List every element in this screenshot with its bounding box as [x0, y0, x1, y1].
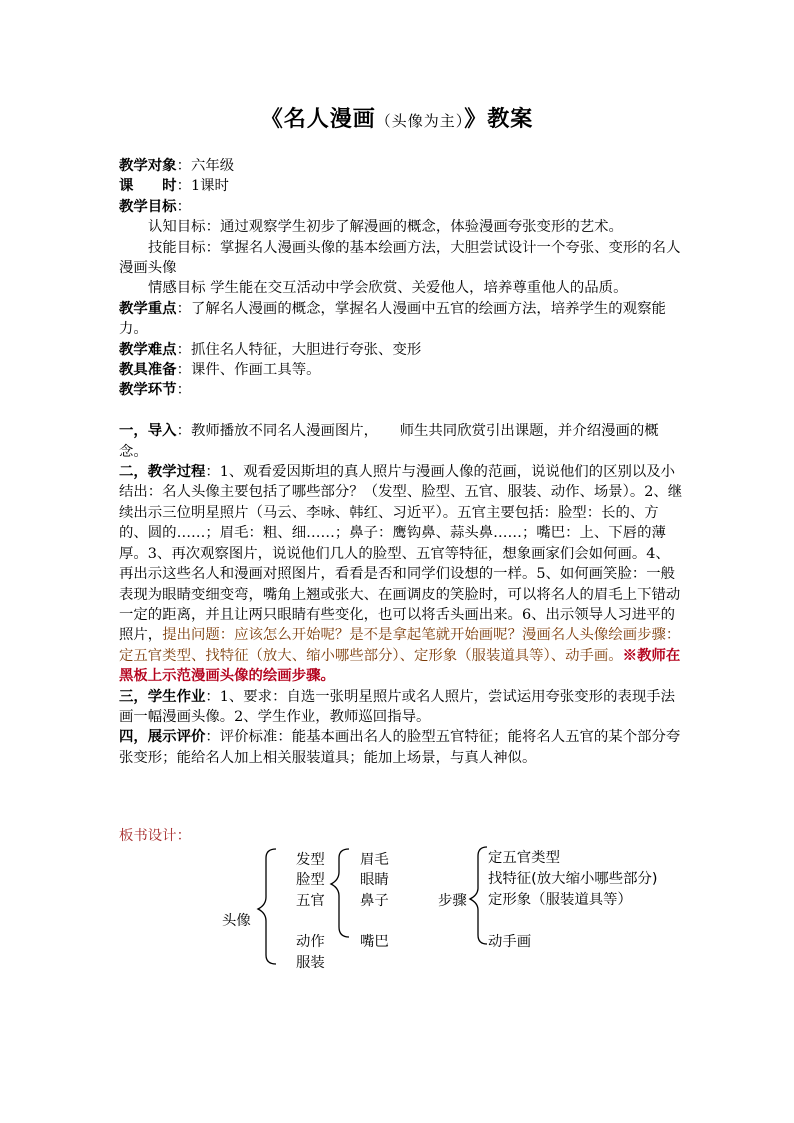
- section-process-note: ※教师在黑板上示范漫画头像的绘画步骤。: [119, 646, 681, 685]
- board-steps-label: 步骤: [438, 893, 467, 909]
- board-item: 动作: [296, 934, 325, 950]
- board-item: 脸型: [296, 872, 325, 888]
- board-step: 定形象（服装道具等）: [488, 892, 632, 908]
- section-homework-label: 三，学生作业: [119, 687, 206, 705]
- section-process-label: 二，教学过程: [119, 463, 206, 481]
- section-intro-label: 一，导入: [119, 422, 177, 440]
- key-points-value: ：了解名人漫画的概念，掌握名人漫画中五官的绘画方法，培养学生的观察能力。: [119, 300, 666, 338]
- board-step: 找特征(放大缩小哪些部分): [488, 871, 658, 887]
- board-step: 动手画: [488, 934, 532, 950]
- difficulty-label: 教学难点: [119, 340, 177, 358]
- section-homework-value: ：1、要求：自选一张明星照片或名人照片，尝试运用夸张变形的表现手法画一幅漫画头像。2、学生作业，教师巡回指导。: [119, 688, 676, 725]
- section-evaluation-label: 四，展示评价: [119, 728, 206, 746]
- meta-label: 教学目标: [119, 197, 177, 215]
- section-process-value: ：1、观看爱因斯坦的真人照片与漫画人像的范画，说说他们的区别以及小结出：名人头像主要包括了哪些部分？（发型、脸型、五官、服装、动作、场景）。2、继续出示三位明星照片（马云、李咏、韩红、习近平）。五官主要包括：脸型：长的、方的、圆的……；眉毛：粗、细……；鼻子：鹰钩鼻、蒜头鼻……；嘴巴：上、下唇的薄厚。3、再次观察图片，说说他们几人的脸型、五官等特征，想象画家们会如何画。4、再出示这些名人和漫画对照图片，看看是否和同学们设想的一样。5、如何画笑脸：一般表现为眼睛变细变弯，嘴角上翘或张大、在画调皮的笑脸时，可以将名人的眉毛上下错动一定的距离，并且让两只眼睛有些变化，也可以将舌头画出来。6、出示领导人习进平的照片，: [119, 464, 683, 644]
- tools-value: ：课件、作画工具等。: [176, 362, 321, 379]
- board-item: 服装: [296, 955, 325, 971]
- title-main: 《名人漫画: [260, 106, 376, 132]
- board-item: 五官: [296, 893, 325, 909]
- board-item: 发型: [296, 852, 325, 868]
- meta-value: ：六年级: [176, 158, 235, 174]
- meta-label: 课 时: [119, 177, 177, 195]
- tools-label: 教具准备: [119, 361, 177, 379]
- board-item: 嘴巴: [360, 934, 389, 950]
- steps-heading-label: 教学环节: [119, 381, 177, 399]
- brace-mid: [331, 849, 349, 937]
- title-end: 》教案: [464, 106, 534, 132]
- section-evaluation-value: ：评价标准：能基本画出名人的脸型五官特征；能将名人五官的某个部分夸张变形；能给名人加上相关服装道具；能加上场景，与真人神似。: [119, 729, 681, 766]
- goal-emotional: 情感目标 学生能在交互活动中学会欣赏、关爱他人，培养尊重他人的品质。: [148, 280, 628, 297]
- brace-right: [470, 847, 487, 944]
- meta-value: ：1课时: [176, 178, 229, 195]
- brace-left: [258, 849, 276, 964]
- difficulty-value: ：抓住名人特征，大胆进行夸张、变形: [176, 341, 422, 358]
- meta-label: 教学对象: [119, 157, 177, 174]
- section-intro-value: ：教师播放不同名人漫画图片， 师生共同欣赏引出课题，并介绍漫画的概念。: [119, 423, 659, 460]
- meta-value: ：: [176, 198, 191, 215]
- section-process-steps: 提出问题：应该怎么开始呢？是不是拿起笔就开始画呢？漫画名人头像绘画步骤：定五官类型、找特征（放大、缩小哪些部分）、定形象（服装道具等）、动手画。: [119, 627, 681, 664]
- board-root: 头像: [222, 913, 251, 929]
- board-item: 鼻子: [360, 893, 389, 909]
- goal-skill: 技能目标：掌握名人漫画头像的基本绘画方法，大胆尝试设计一个夸张、变形的名人漫画头像: [119, 239, 681, 277]
- board-item: 眼睛: [360, 872, 389, 888]
- key-points-label: 教学重点: [119, 299, 177, 317]
- board-step: 定五官类型: [488, 850, 560, 866]
- board-design-label: 板书设计：: [119, 828, 191, 844]
- goal-cognitive: 认知目标：通过观察学生初步了解漫画的概念，体验漫画夸张变形的艺术。: [148, 219, 623, 236]
- title-sub: （头像为主）: [375, 112, 465, 130]
- board-item: 眉毛: [360, 852, 389, 868]
- steps-heading-value: ：: [176, 382, 191, 399]
